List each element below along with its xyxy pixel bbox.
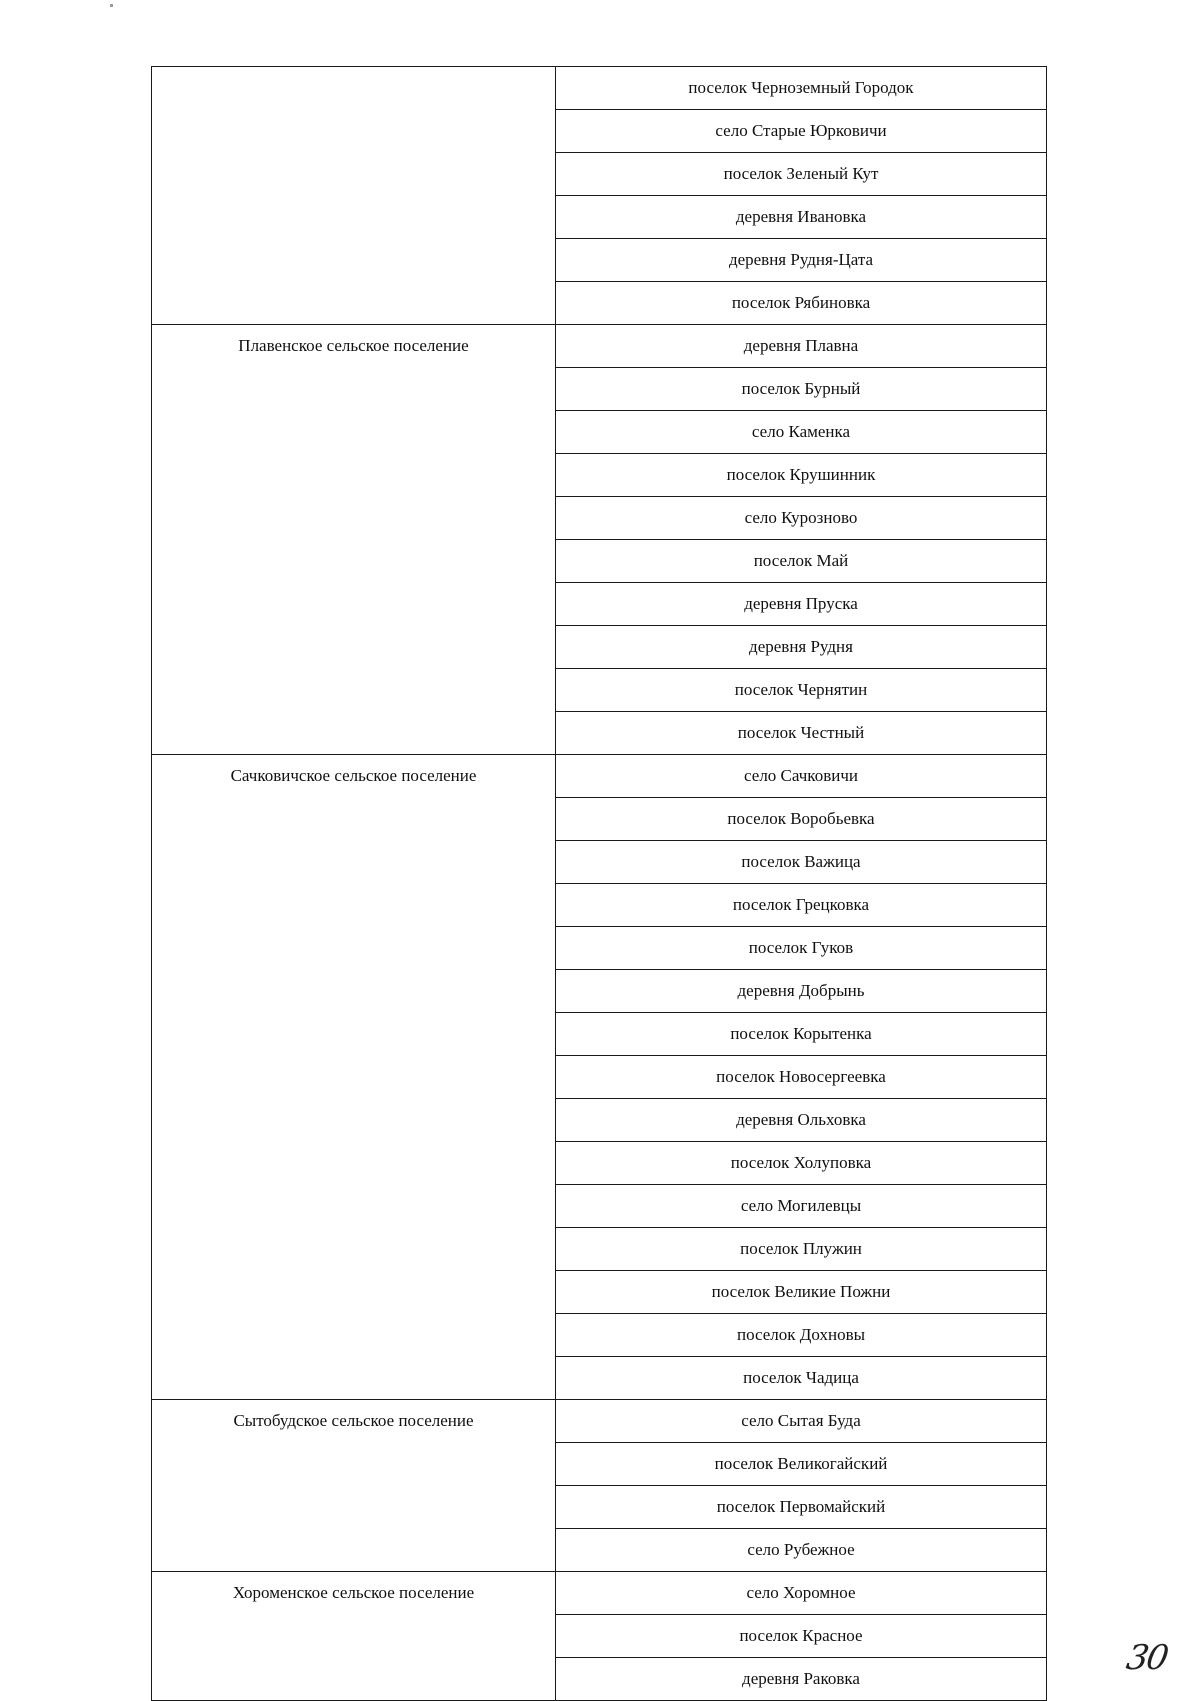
locality-cell: село Каменка [556,411,1047,454]
locality-cell: поселок Дохновы [556,1314,1047,1357]
locality-cell: деревня Ивановка [556,196,1047,239]
locality-cell: село Сытая Буда [556,1400,1047,1443]
locality-cell: поселок Грецковка [556,884,1047,927]
locality-cell: поселок Гуков [556,927,1047,970]
locality-cell: село Хоромное [556,1572,1047,1615]
locality-cell: деревня Рудня [556,626,1047,669]
locality-cell: поселок Великие Пожни [556,1271,1047,1314]
locality-cell: поселок Зеленый Кут [556,153,1047,196]
locality-cell: поселок Май [556,540,1047,583]
settlement-name-cell: Сачковичское сельское поселение [152,755,556,1400]
locality-cell: деревня Плавна [556,325,1047,368]
table-row [152,755,1047,798]
locality-cell: поселок Честный [556,712,1047,755]
settlement-name-cell: Хороменское сельское поселение [152,1572,556,1701]
settlement-name-cell: Сытобудское сельское поселение [152,1400,556,1572]
table-row [152,325,1047,368]
settlement-name-cell: Плавенское сельское поселение [152,325,556,755]
locality-cell: поселок Холуповка [556,1142,1047,1185]
locality-cell: поселок Первомайский [556,1486,1047,1529]
locality-cell: поселок Новосергеевка [556,1056,1047,1099]
settlements-table [151,66,1047,1701]
table-body [152,67,1047,1701]
locality-cell: поселок Великогайский [556,1443,1047,1486]
locality-cell: деревня Раковка [556,1658,1047,1701]
locality-cell: деревня Пруска [556,583,1047,626]
table-row [152,1572,1047,1615]
locality-cell: поселок Крушинник [556,454,1047,497]
locality-cell: село Старые Юрковичи [556,110,1047,153]
locality-cell: поселок Воробьевка [556,798,1047,841]
locality-cell: поселок Красное [556,1615,1047,1658]
scan-speck [110,4,113,7]
locality-cell: село Курозново [556,497,1047,540]
locality-cell: село Сачковичи [556,755,1047,798]
locality-cell: поселок Чернятин [556,669,1047,712]
locality-cell: поселок Рябиновка [556,282,1047,325]
locality-cell: поселок Важица [556,841,1047,884]
locality-cell: деревня Рудня-Цата [556,239,1047,282]
locality-cell: поселок Корытенка [556,1013,1047,1056]
table-row [152,1400,1047,1443]
locality-cell: деревня Ольховка [556,1099,1047,1142]
page-number: 30 [1123,1638,1170,1678]
locality-cell: поселок Бурный [556,368,1047,411]
settlement-name-cell [152,67,556,325]
locality-cell: поселок Чадица [556,1357,1047,1400]
table-row [152,67,1047,110]
locality-cell: село Рубежное [556,1529,1047,1572]
locality-cell: село Могилевцы [556,1185,1047,1228]
locality-cell: деревня Добрынь [556,970,1047,1013]
locality-cell: поселок Плужин [556,1228,1047,1271]
locality-cell: поселок Черноземный Городок [556,67,1047,110]
